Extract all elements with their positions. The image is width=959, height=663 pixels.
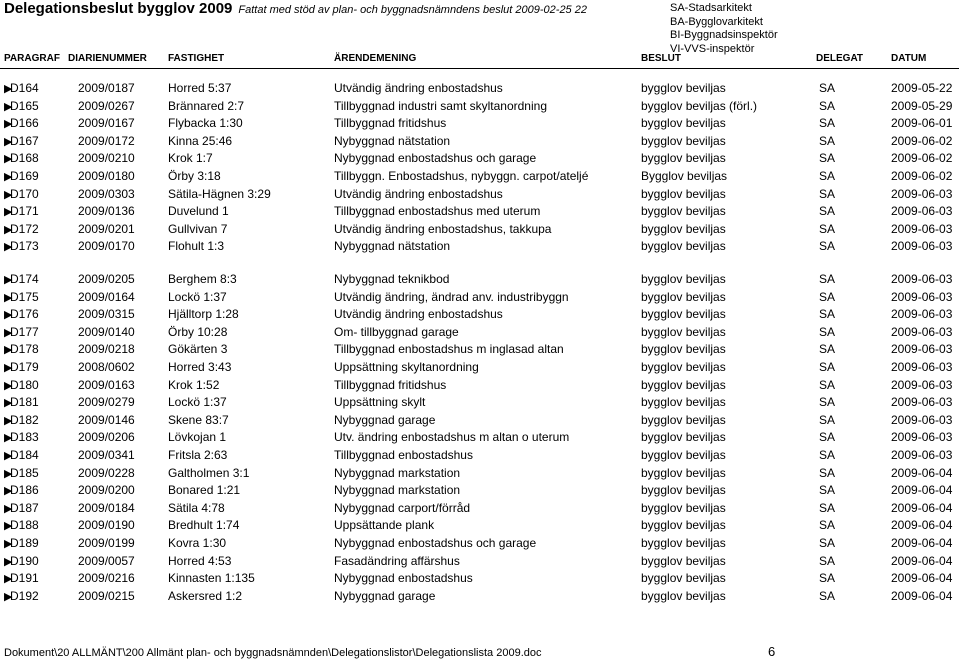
cell-beslut: bygglov beviljas	[641, 412, 726, 427]
cell-arendemening: Tillbyggnad industri samt skyltanordning	[334, 98, 547, 113]
cell-fastighet: Horred 5:37	[168, 81, 232, 95]
cell-delegat: SA	[819, 186, 836, 201]
cell-delegat: SA	[819, 360, 836, 374]
column-header-paragraf: PARAGRAF	[4, 53, 60, 64]
cell-datum: 2009-06-01	[891, 116, 953, 131]
cell-delegat: SA	[819, 518, 836, 533]
legend-item-vi: VI-VVS-inspektör	[670, 42, 755, 55]
row-marker-icon: ▶	[4, 223, 13, 236]
cell-beslut: bygglov beviljas	[641, 395, 726, 410]
row-marker-icon: ▶	[4, 171, 13, 183]
cell-paragraf: D188	[10, 518, 39, 533]
row-marker-icon: ▶	[4, 450, 13, 462]
cell-arendemening: Uppsättning skyltanordning	[334, 360, 479, 374]
cell-paragraf: D166	[10, 116, 39, 131]
cell-paragraf: D187	[10, 500, 39, 515]
cell-diarienummer: 2009/0146	[78, 412, 135, 427]
row-marker-icon: ▶	[4, 135, 13, 148]
cell-datum: 2009-06-04	[891, 483, 953, 498]
cell-diarienummer: 2009/0201	[78, 221, 135, 236]
cell-paragraf: D176	[10, 307, 39, 322]
cell-datum: 2009-06-04	[891, 518, 953, 533]
cell-diarienummer: 2009/0184	[78, 500, 135, 515]
cell-arendemening: Nybyggnad nätstation	[334, 133, 451, 148]
cell-beslut: bygglov beviljas	[641, 289, 726, 304]
cell-arendemening: Nybyggnad enbostadshus och garage	[334, 536, 537, 550]
cell-arendemening: Utvändig ändring, ändrad anv. industribyggn	[334, 289, 569, 304]
cell-paragraf: D189	[10, 536, 39, 550]
cell-paragraf: D183	[10, 430, 39, 445]
cell-fastighet: Gökärten 3	[168, 342, 228, 357]
cell-diarienummer: 2009/0136	[78, 204, 135, 219]
row-marker-icon: ▶	[4, 206, 13, 219]
cell-beslut: bygglov beviljas	[641, 116, 726, 131]
cell-diarienummer: 2009/0303	[78, 186, 135, 201]
cell-fastighet: Flohult 1:3	[168, 239, 225, 254]
cell-delegat: SA	[819, 272, 836, 286]
cell-fastighet: Krok 1:7	[168, 151, 213, 166]
row-marker-icon: ▶	[4, 83, 13, 95]
cell-diarienummer: 2009/0057	[78, 553, 135, 568]
cell-paragraf: D190	[10, 553, 39, 568]
document-title	[4, 0, 587, 17]
cell-fastighet: Galtholmen 3:1	[168, 465, 250, 480]
row-marker-icon: ▶	[4, 118, 13, 131]
cell-paragraf: D186	[10, 483, 39, 498]
cell-beslut: bygglov beviljas	[641, 536, 726, 550]
cell-paragraf: D169	[10, 169, 39, 183]
cell-datum: 2009-06-04	[891, 588, 953, 603]
cell-datum: 2009-06-02	[891, 133, 953, 148]
row-marker-icon: ▶	[4, 274, 13, 286]
cell-diarienummer: 2009/0200	[78, 483, 135, 498]
row-marker-icon: ▶	[4, 344, 13, 357]
cell-beslut: bygglov beviljas	[641, 324, 726, 339]
cell-arendemening: Nybyggnad enbostadshus och garage	[334, 151, 537, 166]
cell-arendemening: Nybyggnad markstation	[334, 465, 461, 480]
cell-diarienummer: 2009/0172	[78, 133, 135, 148]
cell-beslut: bygglov beviljas	[641, 151, 726, 166]
cell-fastighet: Krok 1:52	[168, 377, 220, 392]
cell-arendemening: Utvändig ändring enbostadshus	[334, 186, 503, 201]
cell-delegat: SA	[819, 239, 836, 254]
cell-fastighet: Örby 10:28	[168, 324, 228, 339]
cell-datum: 2009-05-29	[891, 98, 953, 113]
row-marker-icon: ▶	[4, 397, 13, 410]
cell-beslut: bygglov beviljas	[641, 272, 726, 286]
cell-paragraf: D184	[10, 448, 39, 462]
cell-delegat: SA	[819, 116, 836, 131]
cell-paragraf: D172	[10, 221, 39, 236]
cell-beslut: bygglov beviljas	[641, 133, 726, 148]
column-header-datum: DATUM	[891, 53, 927, 64]
cell-paragraf: D173	[10, 239, 39, 254]
cell-beslut: bygglov beviljas	[641, 465, 726, 480]
cell-fastighet: Hjälltorp 1:28	[168, 307, 239, 322]
cell-fastighet: Flybacka 1:30	[168, 116, 243, 131]
row-marker-icon: ▶	[4, 555, 13, 568]
cell-delegat: SA	[819, 553, 836, 568]
cell-paragraf: D171	[10, 204, 39, 219]
column-header-diarienummer: DIARIENUMMER	[68, 53, 147, 64]
cell-fastighet: Sätila-Hägnen 3:29	[168, 186, 271, 201]
row-marker-icon: ▶	[4, 362, 13, 374]
cell-datum: 2009-06-02	[891, 169, 953, 183]
cell-diarienummer: 2009/0216	[78, 571, 135, 586]
cell-beslut: bygglov beviljas	[641, 204, 726, 219]
cell-datum: 2009-06-03	[891, 412, 953, 427]
cell-datum: 2009-06-03	[891, 272, 953, 286]
cell-fastighet: Bredhult 1:74	[168, 518, 240, 533]
cell-beslut: bygglov beviljas	[641, 483, 726, 498]
cell-beslut: bygglov beviljas	[641, 448, 726, 462]
cell-diarienummer: 2009/0341	[78, 448, 135, 462]
cell-fastighet: Brännared 2:7	[168, 98, 245, 113]
cell-datum: 2009-06-03	[891, 360, 953, 374]
cell-beslut: bygglov beviljas	[641, 518, 726, 533]
cell-datum: 2009-06-04	[891, 465, 953, 480]
cell-datum: 2009-06-04	[891, 553, 953, 568]
cell-delegat: SA	[819, 307, 836, 322]
cell-diarienummer: 2009/0215	[78, 588, 135, 603]
row-marker-icon: ▶	[4, 309, 13, 322]
cell-beslut: bygglov beviljas	[641, 377, 726, 392]
row-marker-icon: ▶	[4, 326, 13, 339]
cell-paragraf: D170	[10, 186, 39, 201]
cell-beslut: bygglov beviljas	[641, 81, 726, 95]
cell-delegat: SA	[819, 536, 836, 550]
cell-arendemening: Tillbyggnad enbostadshus	[334, 448, 473, 462]
cell-arendemening: Nybyggnad markstation	[334, 483, 461, 498]
cell-delegat: SA	[819, 395, 836, 410]
cell-delegat: SA	[819, 98, 836, 113]
cell-datum: 2009-06-03	[891, 324, 953, 339]
row-marker-icon: ▶	[4, 414, 13, 427]
cell-fastighet: Horred 3:43	[168, 360, 232, 374]
cell-diarienummer: 2008/0602	[78, 360, 135, 374]
row-marker-icon: ▶	[4, 153, 13, 166]
row-marker-icon: ▶	[4, 100, 13, 113]
cell-datum: 2009-06-04	[891, 500, 953, 515]
cell-beslut: bygglov beviljas (förl.)	[641, 98, 758, 113]
cell-datum: 2009-05-22	[891, 81, 953, 95]
cell-delegat: SA	[819, 430, 836, 445]
cell-delegat: SA	[819, 448, 836, 462]
cell-fastighet: Kinnasten 1:135	[168, 571, 255, 586]
cell-arendemening: Utvändig ändring enbostadshus, takkupa	[334, 221, 552, 236]
cell-fastighet: Sätila 4:78	[168, 500, 225, 515]
cell-diarienummer: 2009/0190	[78, 518, 135, 533]
cell-delegat: SA	[819, 204, 836, 219]
cell-arendemening: Nybyggnad teknikbod	[334, 272, 450, 286]
cell-fastighet: Askersred 1:2	[168, 588, 243, 603]
cell-diarienummer: 2009/0206	[78, 430, 135, 445]
cell-delegat: SA	[819, 483, 836, 498]
cell-diarienummer: 2009/0210	[78, 151, 135, 166]
cell-arendemening: Nybyggnad garage	[334, 412, 436, 427]
cell-beslut: bygglov beviljas	[641, 239, 726, 254]
cell-datum: 2009-06-03	[891, 448, 953, 462]
table-row	[0, 589, 959, 609]
row-marker-icon: ▶	[4, 573, 13, 586]
cell-diarienummer: 2009/0279	[78, 395, 135, 410]
cell-fastighet: Berghem 8:3	[168, 272, 237, 286]
cell-datum: 2009-06-03	[891, 239, 953, 254]
cell-diarienummer: 2009/0187	[78, 81, 135, 95]
cell-diarienummer: 2009/0267	[78, 98, 135, 113]
cell-fastighet: Gullvivan 7	[168, 221, 228, 236]
cell-datum: 2009-06-03	[891, 221, 953, 236]
cell-paragraf: D165	[10, 98, 39, 113]
cell-arendemening: Uppsättande plank	[334, 518, 435, 533]
cell-delegat: SA	[819, 169, 836, 183]
cell-delegat: SA	[819, 500, 836, 515]
row-marker-icon: ▶	[4, 520, 13, 533]
legend-item-ba: BA-Bygglovarkitekt	[670, 15, 763, 28]
cell-paragraf: D185	[10, 465, 39, 480]
page-number: 6	[768, 644, 776, 659]
cell-beslut: bygglov beviljas	[641, 571, 726, 586]
footer-path: Dokument\20 ALLMÄNT\200 Allmänt plan- och byggnadsnämnden\Delegationslistor\Delegationslista 2009.doc	[4, 647, 542, 659]
cell-datum: 2009-06-03	[891, 395, 953, 410]
row-marker-icon: ▶	[4, 467, 13, 480]
cell-delegat: SA	[819, 465, 836, 480]
cell-arendemening: Nybyggnad garage	[334, 588, 436, 603]
cell-arendemening: Tillbyggnad enbostadshus med uterum	[334, 204, 541, 219]
cell-diarienummer: 2009/0163	[78, 377, 135, 392]
cell-paragraf: D164	[10, 81, 39, 95]
cell-datum: 2009-06-03	[891, 204, 953, 219]
cell-delegat: SA	[819, 342, 836, 357]
cell-arendemening: Utv. ändring enbostadshus m altan o uterum	[334, 430, 570, 445]
cell-fastighet: Kovra 1:30	[168, 536, 227, 550]
cell-datum: 2009-06-03	[891, 430, 953, 445]
cell-paragraf: D178	[10, 342, 39, 357]
cell-fastighet: Fritsla 2:63	[168, 448, 228, 462]
row-marker-icon: ▶	[4, 538, 13, 550]
cell-beslut: bygglov beviljas	[641, 342, 726, 357]
cell-fastighet: Lockö 1:37	[168, 395, 227, 410]
row-marker-icon: ▶	[4, 485, 13, 498]
cell-datum: 2009-06-04	[891, 536, 953, 550]
cell-fastighet: Lövkojan 1	[168, 430, 227, 445]
column-header-arendemening: ÄRENDEMENING	[334, 53, 417, 64]
cell-paragraf: D175	[10, 289, 39, 304]
cell-arendemening: Tillbyggn. Enbostadshus, nybyggn. carpot/ateljé	[334, 169, 589, 183]
cell-paragraf: D167	[10, 133, 39, 148]
cell-arendemening: Tillbyggnad fritidshus	[334, 116, 447, 131]
cell-datum: 2009-06-03	[891, 186, 953, 201]
cell-datum: 2009-06-03	[891, 307, 953, 322]
row-marker-icon: ▶	[4, 188, 13, 201]
cell-paragraf: D192	[10, 588, 39, 603]
cell-beslut: bygglov beviljas	[641, 588, 726, 603]
cell-beslut: bygglov beviljas	[641, 186, 726, 201]
cell-diarienummer: 2009/0218	[78, 342, 135, 357]
cell-diarienummer: 2009/0140	[78, 324, 135, 339]
cell-paragraf: D182	[10, 412, 39, 427]
cell-arendemening: Nybyggnad nätstation	[334, 239, 451, 254]
cell-fastighet: Örby 3:18	[168, 169, 221, 183]
legend-item-sa: SA-Stadsarkitekt	[670, 2, 752, 14]
cell-fastighet: Horred 4:53	[168, 553, 232, 568]
cell-arendemening: Utvändig ändring enbostadshus	[334, 307, 503, 322]
column-header-fastighet: FASTIGHET	[168, 53, 225, 64]
cell-arendemening: Uppsättning skylt	[334, 395, 426, 410]
cell-delegat: SA	[819, 588, 836, 603]
cell-diarienummer: 2009/0164	[78, 289, 135, 304]
role-legend	[670, 2, 778, 56]
cell-paragraf: D177	[10, 324, 39, 339]
cell-delegat: SA	[819, 377, 836, 392]
cell-beslut: bygglov beviljas	[641, 221, 726, 236]
row-marker-icon: ▶	[4, 590, 13, 603]
cell-beslut: bygglov beviljas	[641, 553, 726, 568]
cell-paragraf: D179	[10, 360, 39, 374]
title-subtitle: Fattat med stöd av plan- och byggnadsnämndens beslut 2009-02-25 22	[238, 4, 587, 16]
cell-delegat: SA	[819, 81, 836, 95]
title-text: Delegationsbeslut bygglov 2009	[4, 0, 233, 17]
cell-beslut: bygglov beviljas	[641, 360, 726, 374]
cell-delegat: SA	[819, 289, 836, 304]
cell-beslut: bygglov beviljas	[641, 500, 726, 515]
cell-diarienummer: 2009/0205	[78, 272, 135, 286]
legend-item-bi: BI-Byggnadsinspektör	[670, 29, 778, 41]
cell-datum: 2009-06-03	[891, 377, 953, 392]
cell-arendemening: Nybyggnad enbostadshus	[334, 571, 473, 586]
cell-arendemening: Nybyggnad carport/förråd	[334, 500, 471, 515]
cell-diarienummer: 2009/0315	[78, 307, 135, 322]
column-header-delegat: DELEGAT	[816, 53, 864, 64]
cell-datum: 2009-06-03	[891, 289, 953, 304]
cell-fastighet: Lockö 1:37	[168, 289, 227, 304]
row-marker-icon: ▶	[4, 241, 13, 254]
row-marker-icon: ▶	[4, 379, 13, 392]
cell-fastighet: Duvelund 1	[168, 204, 229, 219]
cell-diarienummer: 2009/0167	[78, 116, 135, 131]
cell-datum: 2009-06-03	[891, 342, 953, 357]
table-row	[0, 239, 959, 259]
cell-beslut: bygglov beviljas	[641, 307, 726, 322]
cell-fastighet: Bonared 1:21	[168, 483, 241, 498]
cell-paragraf: D168	[10, 151, 39, 166]
cell-delegat: SA	[819, 412, 836, 427]
cell-fastighet: Skene 83:7	[168, 412, 229, 427]
cell-datum: 2009-06-04	[891, 571, 953, 586]
cell-diarienummer: 2009/0170	[78, 239, 135, 254]
cell-delegat: SA	[819, 133, 836, 148]
cell-paragraf: D181	[10, 395, 39, 410]
cell-diarienummer: 2009/0228	[78, 465, 135, 480]
cell-diarienummer: 2009/0180	[78, 169, 135, 183]
cell-delegat: SA	[819, 221, 836, 236]
cell-paragraf: D191	[10, 571, 39, 586]
cell-beslut: Bygglov beviljas	[641, 169, 728, 183]
column-header-beslut: BESLUT	[641, 53, 681, 64]
cell-arendemening: Utvändig ändring enbostadshus	[334, 81, 503, 95]
cell-paragraf: D180	[10, 377, 39, 392]
cell-arendemening: Om- tillbyggnad garage	[334, 324, 459, 339]
row-marker-icon: ▶	[4, 502, 13, 515]
cell-paragraf: D174	[10, 272, 39, 286]
cell-fastighet: Kinna 25:46	[168, 133, 233, 148]
row-marker-icon: ▶	[4, 432, 13, 445]
cell-datum: 2009-06-02	[891, 151, 953, 166]
cell-beslut: bygglov beviljas	[641, 430, 726, 445]
cell-arendemening: Tillbyggnad fritidshus	[334, 377, 447, 392]
cell-delegat: SA	[819, 571, 836, 586]
cell-delegat: SA	[819, 151, 836, 166]
cell-delegat: SA	[819, 324, 836, 339]
cell-arendemening: Fasadändring affärshus	[334, 553, 460, 568]
cell-arendemening: Tillbyggnad enbostadshus m inglasad altan	[334, 342, 564, 357]
row-marker-icon: ▶	[4, 291, 13, 304]
cell-diarienummer: 2009/0199	[78, 536, 135, 550]
header-divider	[0, 68, 959, 69]
